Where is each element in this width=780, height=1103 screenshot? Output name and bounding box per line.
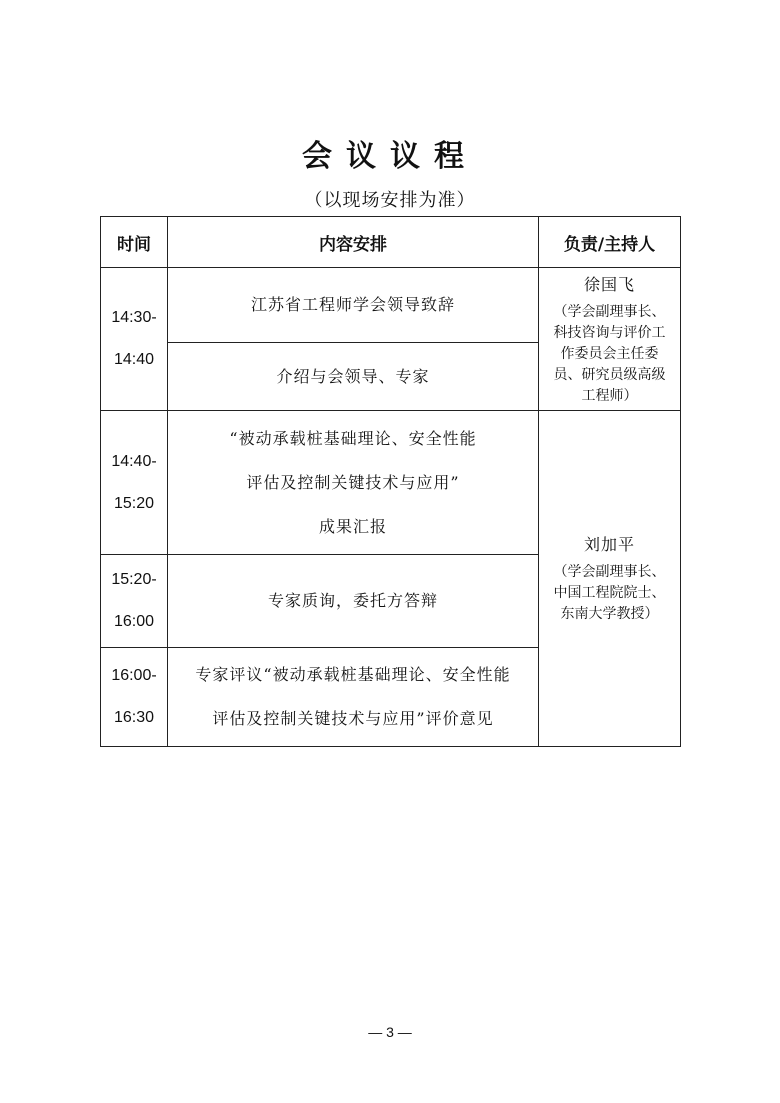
host-cell (539, 411, 681, 747)
time-end: 14:40 (113, 351, 155, 368)
content-line: 介绍与会领导、专家 (276, 366, 430, 386)
time-start: 14:30- (111, 309, 157, 326)
content-cell (168, 555, 539, 648)
time-start: 16:00- (111, 667, 157, 684)
host-name: 徐国飞 (583, 274, 635, 294)
time-end: 16:30 (113, 709, 155, 726)
content-cell (168, 268, 539, 343)
header-host: 负责/主持人 (539, 217, 681, 268)
host-desc-line: 科技咨询与评价工 (553, 324, 666, 341)
content-line: 江苏省工程师学会领导致辞 (250, 295, 455, 314)
content-line: “被动承载桩基础理论、安全性能 (229, 428, 477, 448)
host-cell (539, 268, 681, 411)
content-cell (168, 411, 539, 555)
time-cell (101, 411, 168, 555)
host-desc-line: （学会副理事长、 (553, 564, 666, 580)
content-line: 专家评议“被动承载桩基础理论、安全性能 (195, 665, 511, 684)
time-start: 14:40- (111, 452, 157, 470)
page-title: 会议议程 (302, 139, 478, 174)
time-cell (101, 648, 168, 747)
host-description (539, 298, 680, 407)
time-start: 15:20- (111, 571, 157, 588)
page-subtitle: （以现场安排为准） (304, 190, 476, 211)
page-number: — 3 — (368, 1024, 412, 1040)
table-header-row (101, 217, 681, 268)
table-row (101, 268, 681, 343)
time-cell (101, 555, 168, 648)
content-line: 专家质询，委托方答辩 (267, 591, 438, 610)
header-content: 内容安排 (168, 217, 539, 268)
host-description (539, 558, 680, 625)
content-line: 评估及控制关键技术与应用” (246, 472, 460, 492)
host-desc-line: 作委员会主任委 (560, 345, 659, 362)
content-line: 评估及控制关键技术与应用”评价意见 (212, 709, 494, 728)
host-desc-line: 工程师） (581, 387, 638, 404)
agenda-table (100, 216, 681, 747)
host-desc-line: 员、研究员级高级 (553, 366, 666, 383)
content-cell (168, 343, 539, 411)
time-end: 15:20 (113, 494, 155, 512)
content-cell (168, 648, 539, 747)
time-end: 16:00 (113, 613, 155, 630)
table-row (101, 411, 681, 555)
host-desc-line: 中国工程院院士、 (553, 585, 666, 601)
content-line: 成果汇报 (318, 516, 387, 536)
time-cell (101, 268, 168, 411)
host-name: 刘加平 (583, 535, 635, 554)
host-desc-line: 东南大学教授） (560, 606, 659, 622)
header-time: 时间 (101, 217, 168, 268)
host-desc-line: （学会副理事长、 (553, 303, 666, 320)
